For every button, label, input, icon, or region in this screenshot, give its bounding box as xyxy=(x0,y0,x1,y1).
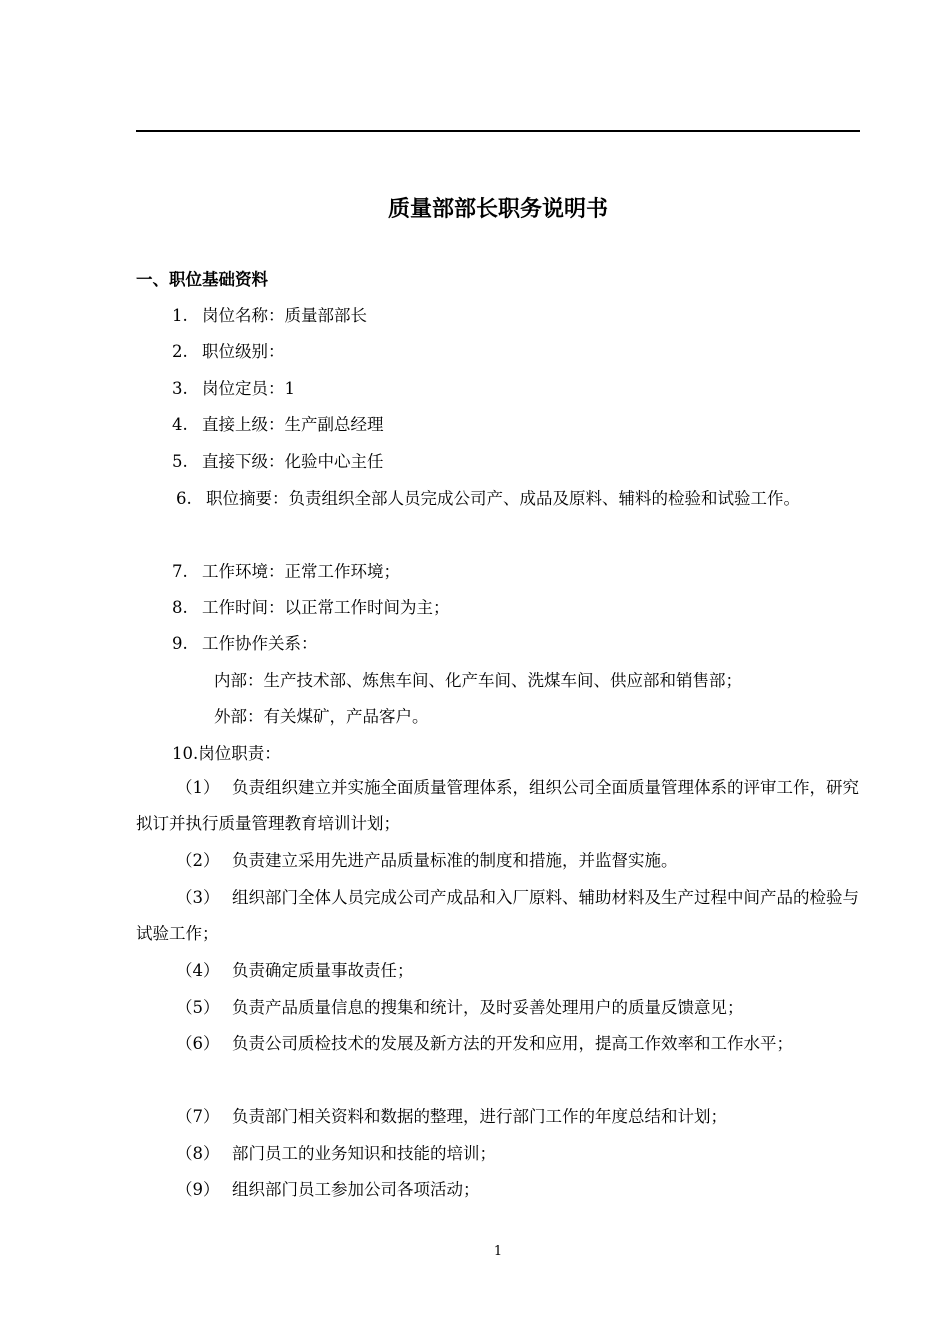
item-number: 4. xyxy=(172,415,188,434)
list-item xyxy=(172,558,400,586)
duty-item xyxy=(136,1136,859,1172)
item-number: 6. xyxy=(176,489,192,508)
duty-item xyxy=(136,953,859,989)
duty-item xyxy=(136,990,859,1026)
duty-label: （1） xyxy=(176,778,220,797)
duty-label: （6） xyxy=(176,1034,220,1053)
item-text: 岗位职责： xyxy=(198,744,281,763)
list-item xyxy=(172,740,281,768)
item-number: 10. xyxy=(172,744,199,763)
duty-text: 负责建立采用先进产品质量标准的制度和措施，并监督实施。 xyxy=(232,851,678,870)
duty-item xyxy=(136,1099,859,1135)
list-item xyxy=(172,630,318,658)
list-item xyxy=(172,594,450,622)
item-number: 1. xyxy=(172,306,188,325)
duty-item xyxy=(136,880,859,952)
item-number: 5. xyxy=(172,452,188,471)
item-text: 直接下级：化验中心主任 xyxy=(202,452,384,471)
duty-item xyxy=(136,1172,859,1208)
header-rule xyxy=(136,130,860,132)
relation-external: 外部：有关煤矿，产品客户。 xyxy=(214,707,429,726)
duty-item xyxy=(136,843,859,879)
item-text: 职位级别： xyxy=(202,342,285,361)
duty-label: （4） xyxy=(176,961,220,980)
list-item xyxy=(172,338,285,366)
list-item xyxy=(172,411,384,439)
duty-text: 组织部门全体人员完成公司产成品和入厂原料、辅助材料及生产过程中间产品的检验与试验工作； xyxy=(136,888,859,943)
list-item xyxy=(172,302,367,330)
item-number: 8. xyxy=(172,598,188,617)
page-number: 1 xyxy=(493,1244,503,1259)
duty-label: （2） xyxy=(176,851,220,870)
item-text: 工作协作关系： xyxy=(202,634,318,653)
duty-text: 负责产品质量信息的搜集和统计，及时妥善处理用户的质量反馈意见； xyxy=(232,998,744,1017)
duty-text: 负责确定质量事故责任； xyxy=(232,961,414,980)
duty-label: （5） xyxy=(176,998,220,1017)
duty-text: 部门员工的业务知识和技能的培训； xyxy=(232,1144,496,1163)
duty-text: 组织部门员工参加公司各项活动； xyxy=(232,1180,480,1199)
document-title: 质量部部长职务说明书 xyxy=(387,197,608,222)
item-number: 2. xyxy=(172,342,188,361)
section-heading: 一、职位基础资料 xyxy=(136,270,268,289)
item-text: 岗位定员：1 xyxy=(202,379,295,398)
item-text: 直接上级：生产副总经理 xyxy=(202,415,384,434)
duty-text: 负责组织建立并实施全面质量管理体系，组织公司全面质量管理体系的评审工作，研究拟订并执行质量管理教育培训计划； xyxy=(136,778,859,833)
item-text: 工作时间：以正常工作时间为主； xyxy=(202,598,450,617)
duty-text: 负责部门相关资料和数据的整理，进行部门工作的年度总结和计划； xyxy=(232,1107,727,1126)
duty-text: 负责公司质检技术的发展及新方法的开发和应用，提高工作效率和工作水平； xyxy=(232,1034,793,1053)
list-item xyxy=(136,481,859,517)
item-number: 3. xyxy=(172,379,188,398)
duty-label: （3） xyxy=(176,888,220,907)
duty-label: （7） xyxy=(176,1107,220,1126)
item-number: 9. xyxy=(172,634,188,653)
relation-internal: 内部：生产技术部、炼焦车间、化产车间、洗煤车间、供应部和销售部； xyxy=(214,671,742,690)
item-text: 职位摘要：负责组织全部人员完成公司产、成品及原料、辅料的检验和试验工作。 xyxy=(206,489,800,508)
duty-item xyxy=(136,770,859,842)
duty-label: （8） xyxy=(176,1144,220,1163)
list-item xyxy=(172,375,295,403)
duty-label: （9） xyxy=(176,1180,220,1199)
duty-item xyxy=(136,1026,859,1062)
list-item xyxy=(172,448,384,476)
item-text: 工作环境：正常工作环境； xyxy=(202,562,400,581)
item-number: 7. xyxy=(172,562,188,581)
item-text: 岗位名称：质量部部长 xyxy=(202,306,367,325)
